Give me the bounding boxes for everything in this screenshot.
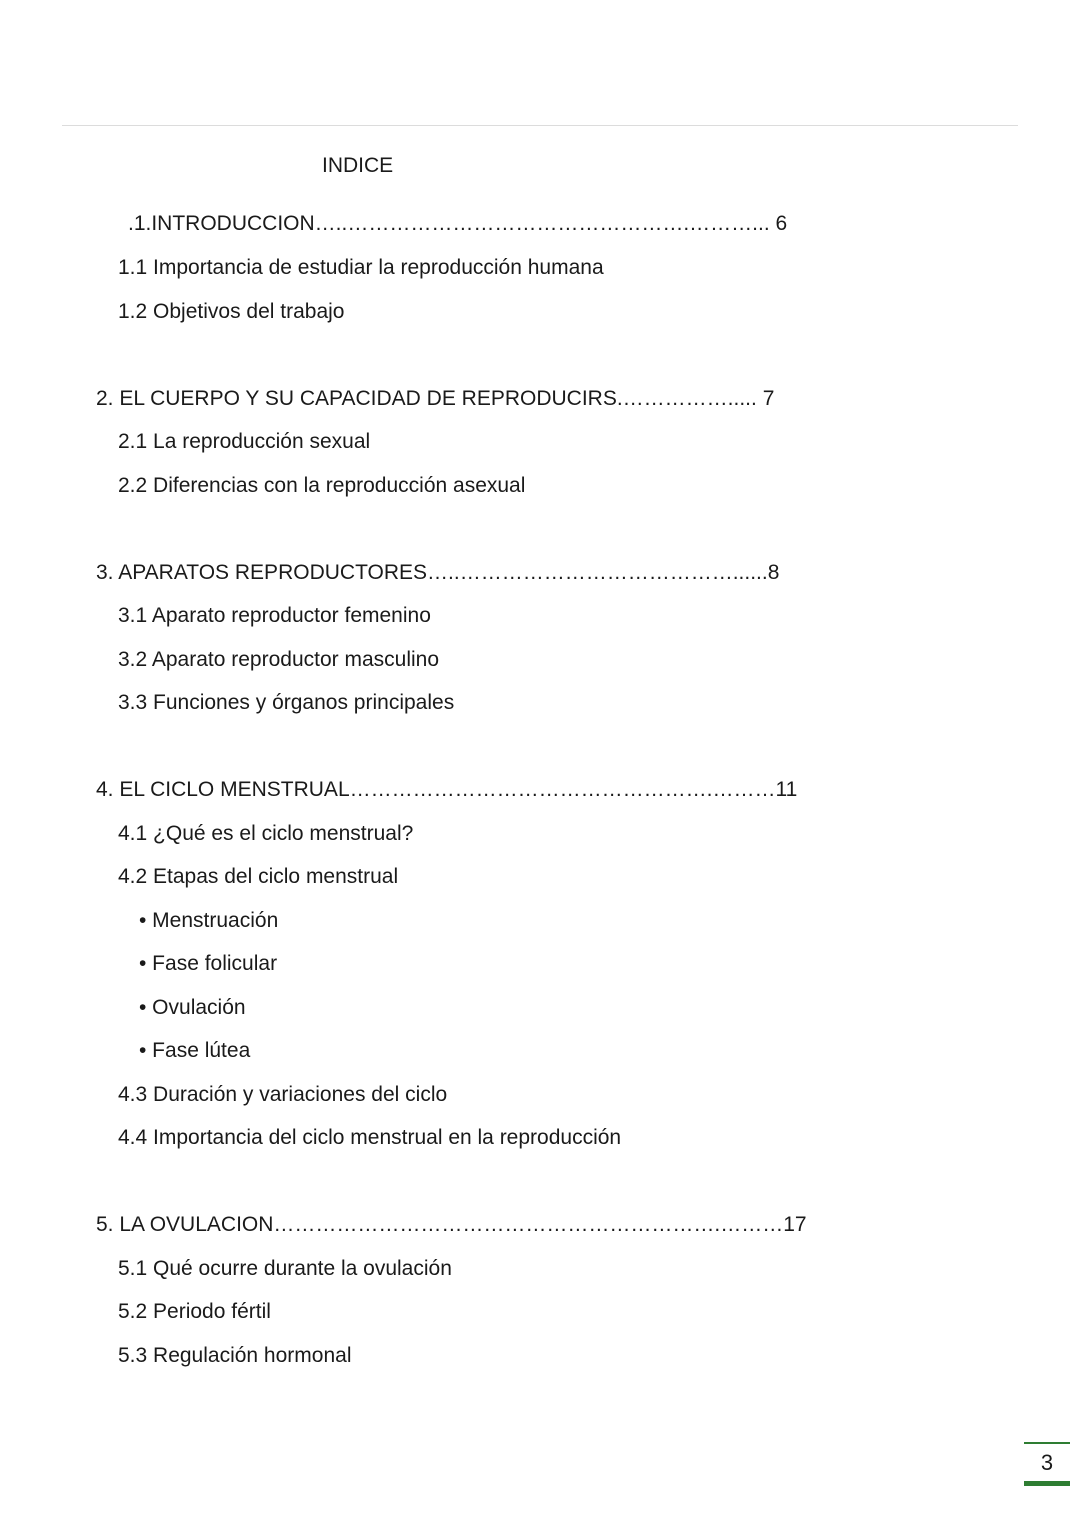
toc-heading-5: 5. LA OVULACION……………………………………………………….………17 xyxy=(96,1213,807,1236)
toc-bullet-fase-lutea: • Fase lútea xyxy=(139,1039,251,1062)
toc-heading-1: .1.INTRODUCCION…..………………………………………….………... 6 xyxy=(128,212,788,235)
toc-heading-4: 4. EL CICLO MENSTRUAL…………………………………………….………11 xyxy=(96,778,798,801)
page-number-rule-bottom xyxy=(1024,1481,1070,1486)
toc-title: INDICE xyxy=(322,154,394,177)
toc-heading-3: 3. APARATOS REPRODUCTORES…..…………………………………......8 xyxy=(96,561,780,584)
toc-item-5-2: 5.2 Periodo fértil xyxy=(118,1300,271,1323)
toc-item-5-1: 5.1 Qué ocurre durante la ovulación xyxy=(118,1257,452,1280)
toc-item-3-2: 3.2 Aparato reproductor masculino xyxy=(118,648,440,671)
toc-item-4-1: 4.1 ¿Qué es el ciclo menstrual? xyxy=(118,822,414,845)
toc-item-4-3: 4.3 Duración y variaciones del ciclo xyxy=(118,1083,448,1106)
page-number: 3 xyxy=(1040,1450,1054,1475)
page-number-box xyxy=(1024,1442,1070,1486)
header-rule xyxy=(62,125,1018,126)
toc-item-3-3: 3.3 Funciones y órganos principales xyxy=(118,691,455,714)
toc-item-3-1: 3.1 Aparato reproductor femenino xyxy=(118,604,431,627)
toc-bullet-ovulacion: • Ovulación xyxy=(139,996,246,1019)
toc-item-4-2: 4.2 Etapas del ciclo menstrual xyxy=(118,865,399,888)
page-number-rule-top xyxy=(1024,1442,1070,1444)
toc-item-2-1: 2.1 La reproducción sexual xyxy=(118,430,371,453)
toc-item-4-4: 4.4 Importancia del ciclo menstrual en la reproducción xyxy=(118,1126,622,1149)
toc-bullet-fase-folicular: • Fase folicular xyxy=(139,952,278,975)
toc-heading-2: 2. EL CUERPO Y SU CAPACIDAD DE REPRODUCIRS.……………..... 7 xyxy=(96,387,775,410)
toc-item-2-2: 2.2 Diferencias con la reproducción asexual xyxy=(118,474,526,497)
toc-item-1-2: 1.2 Objetivos del trabajo xyxy=(118,300,345,323)
toc-item-1-1: 1.1 Importancia de estudiar la reproducción humana xyxy=(118,256,604,279)
toc-item-5-3: 5.3 Regulación hormonal xyxy=(118,1344,352,1367)
toc-bullet-menstruacion: • Menstruación xyxy=(139,909,279,932)
